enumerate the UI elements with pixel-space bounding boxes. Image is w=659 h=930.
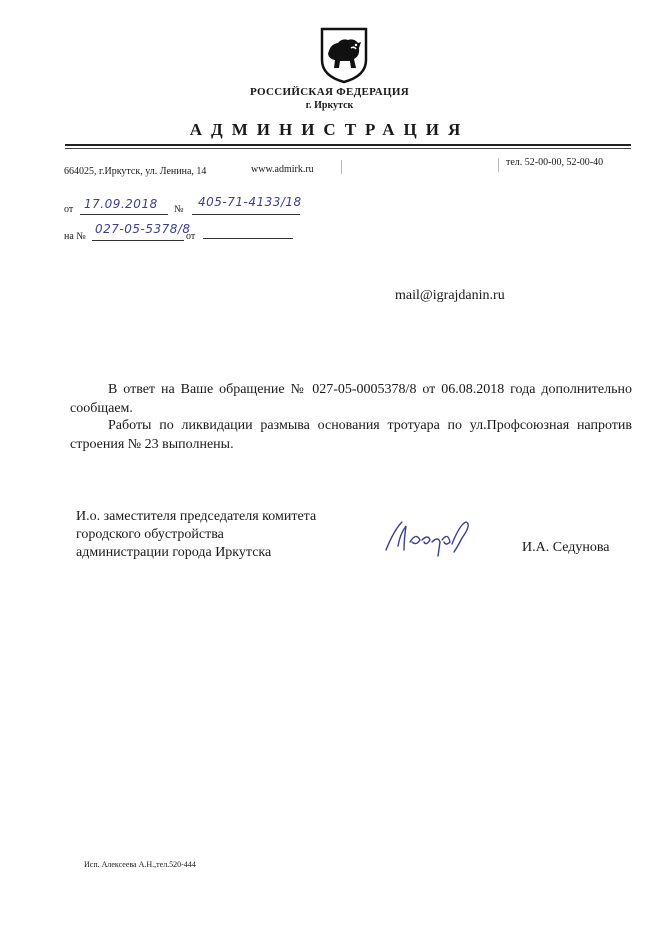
signer-name: И.А. Седунова: [522, 540, 610, 555]
header-divider: [65, 144, 631, 146]
organization-title: АДМИНИСТРАЦИЯ: [189, 120, 470, 139]
date-label: от: [64, 204, 74, 215]
phone-numbers: тел. 52-00-00, 52-00-40: [506, 157, 604, 168]
position-line-2: городского обустройства: [76, 527, 224, 542]
header-divider-thin: [65, 148, 631, 149]
date-value: 17.09.2018: [84, 197, 158, 211]
coat-of-arms-icon: [318, 26, 370, 84]
website-link[interactable]: www.admirk.ru: [251, 164, 314, 175]
address: 664025, г.Иркутск, ул. Ленина, 14: [64, 166, 207, 177]
date-underline: [80, 214, 168, 215]
recipient-email: mail@igrajdanin.ru: [395, 288, 505, 303]
ref-date-label: от: [186, 231, 196, 242]
separator: [498, 158, 499, 172]
country-name: РОССИЙСКАЯ ФЕДЕРАЦИЯ: [250, 86, 409, 98]
number-label: №: [174, 204, 184, 215]
separator: [341, 160, 342, 174]
handwritten-signature: [380, 516, 480, 560]
signer-position: [76, 508, 316, 562]
number-underline: [192, 214, 300, 215]
number-value: 405-71-4133/18: [198, 195, 302, 209]
ref-underline: [92, 240, 184, 241]
position-line-1: И.о. заместителя председателя комитета: [76, 509, 317, 524]
ref-date-underline: [203, 238, 293, 239]
city-name: г. Иркутск: [305, 100, 354, 111]
position-line-3: администрации города Иркутска: [76, 545, 272, 560]
body-paragraph-1: В ответ на Ваше обращение № 027-05-0005378/8 от 06.08.2018 года дополнительно сообщаем.: [70, 382, 632, 416]
executor-note: Исп. Алексеева А.Н.,тел.520-444: [84, 860, 196, 869]
body-paragraph-2: Работы по ликвидации размыва основания тротуара по ул.Профсоюзная напротив строения № 23 выполнены.: [70, 418, 632, 452]
ref-label: на №: [64, 231, 86, 242]
ref-value: 027-05-5378/8: [95, 222, 191, 236]
